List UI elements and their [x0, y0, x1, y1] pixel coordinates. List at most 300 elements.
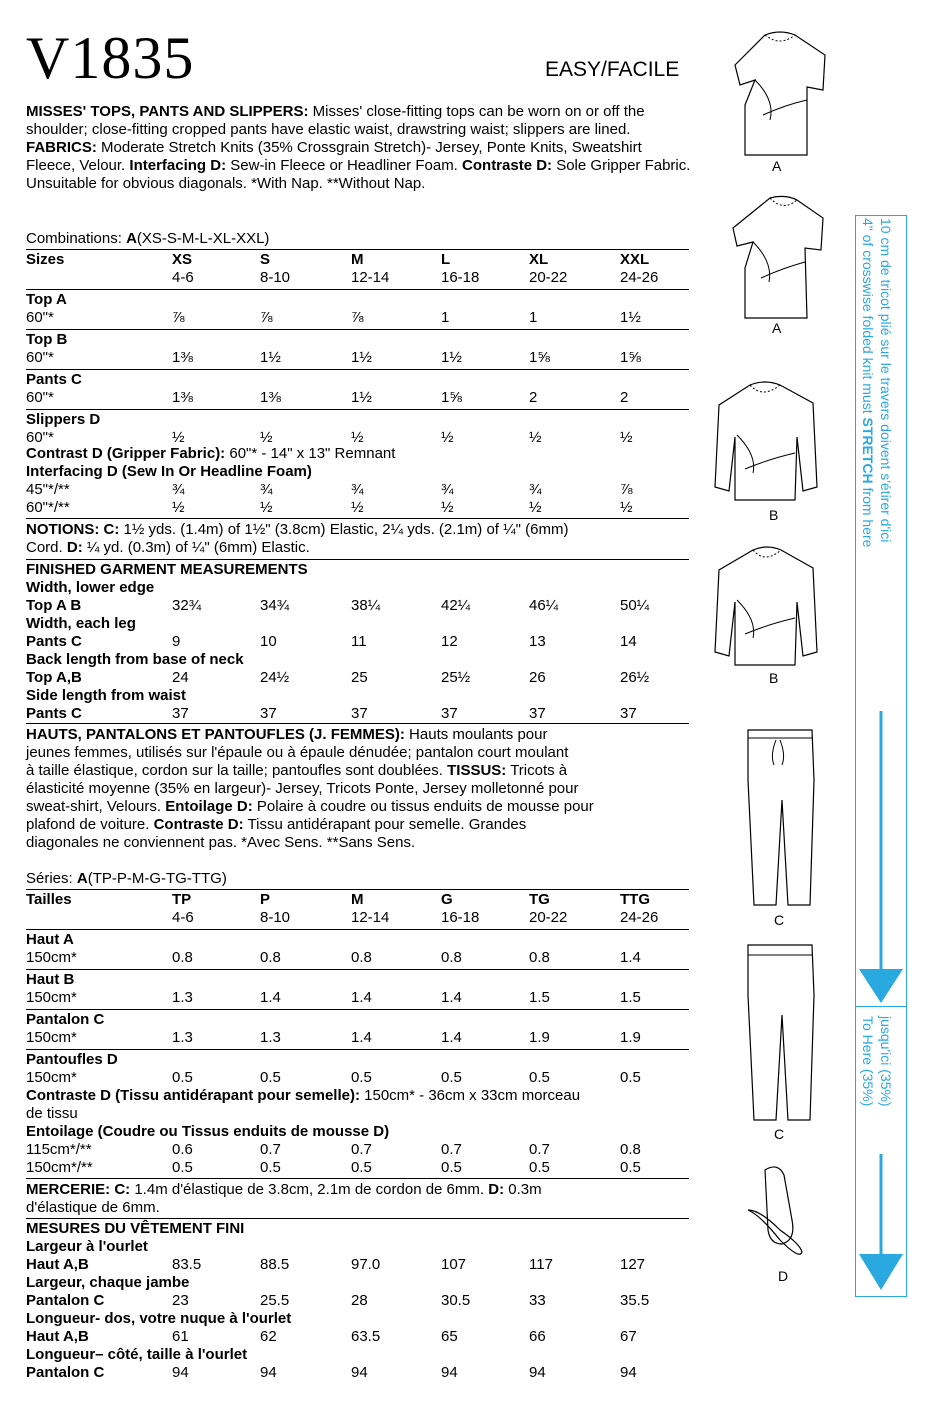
- interfacing-row-label: 45"*/**: [26, 481, 70, 498]
- cell-value: ⅞: [620, 481, 633, 498]
- cell-value: 9: [172, 633, 181, 650]
- notions-text: 0.3m: [504, 1181, 542, 1198]
- description-fr-line6: [26, 816, 526, 834]
- cell-value: 62: [260, 1328, 277, 1345]
- stretch-guide-to-here-en: To Here (35%): [860, 1016, 876, 1107]
- measurement-heading: [26, 579, 689, 597]
- stretch-guide-text: from here: [860, 483, 876, 548]
- cell-value: ½: [172, 499, 185, 516]
- cell-value: 117: [529, 1256, 553, 1273]
- size-code: M: [351, 251, 364, 268]
- measurement-heading-label: Largeur, chaque jambe: [26, 1274, 190, 1291]
- notions-text: ¼ yd. (0.3m) of ¼" (6mm) Elastic.: [82, 539, 310, 556]
- cell-value: 1.4: [260, 989, 281, 1006]
- illustration-label: B: [769, 670, 779, 686]
- size-number: 4-6: [172, 269, 194, 286]
- combinations-sizes: (XS-S-M-L-XL-XXL): [136, 230, 270, 247]
- cell-value: 94: [351, 1364, 368, 1381]
- description-fr-text: sweat-shirt, Velours.: [26, 798, 166, 815]
- size-code: S: [260, 251, 271, 268]
- illustration-label: A: [772, 158, 782, 174]
- cell-value: 50¼: [620, 597, 650, 614]
- measurement-row-label: Haut A,B: [26, 1256, 89, 1273]
- measurement-row-label: Pantalon C: [26, 1292, 105, 1309]
- cell-value: 1.3: [172, 1029, 193, 1046]
- stretch-guide-to-here-fr: jusqu'ici (35%): [878, 1016, 894, 1107]
- cell-value: 1.3: [172, 989, 193, 1006]
- interfacing-en-label: Interfacing D (Sew In Or Headline Foam): [26, 463, 312, 480]
- cell-value: 0.6: [172, 1141, 193, 1158]
- cell-value: 0.5: [441, 1069, 462, 1086]
- size-number: 24-26: [620, 269, 659, 286]
- description-fr-line3: [26, 762, 567, 780]
- cell-value: 1½: [351, 349, 372, 366]
- cell-value: 24: [172, 669, 189, 686]
- stretch-guide: [855, 215, 907, 1297]
- yardage-item-label: Haut A: [26, 931, 74, 948]
- cell-value: 1.5: [620, 989, 641, 1006]
- cell-value: 88.5: [260, 1256, 290, 1273]
- cell-value: 37: [441, 705, 458, 722]
- cell-value: 0.8: [441, 949, 462, 966]
- cell-value: 94: [260, 1364, 277, 1381]
- interfacing-row: [26, 481, 689, 499]
- interfacing-text: Sew-in Fleece or Headliner Foam.: [226, 157, 463, 174]
- illustration-label: B: [769, 507, 779, 523]
- combinations-letter: A: [76, 870, 88, 887]
- notions-text: 1.4m d'élastique de 3.8cm, 2.1m de cordon de 6mm.: [130, 1181, 489, 1198]
- measurement-heading: [26, 687, 689, 705]
- cell-value: 37: [620, 705, 637, 722]
- yardage-row: [26, 349, 689, 367]
- description-title: MISSES' TOPS, PANTS AND SLIPPERS:: [26, 103, 309, 120]
- measurement-heading-label: Longueur– côté, taille à l'ourlet: [26, 1346, 248, 1363]
- cell-value: 37: [351, 705, 368, 722]
- finished-fr-title: MESURES DU VÊTEMENT FINI: [26, 1220, 245, 1237]
- divider: [26, 289, 689, 290]
- interfacing-fr-label: Entoilage (Coudre ou Tissus enduits de mousse D): [26, 1123, 390, 1140]
- measurement-row-label: Pantalon C: [26, 1364, 105, 1381]
- stretch-guide-text: 4" of crosswise folded knit must: [860, 218, 876, 418]
- contrast-fr-text: 150cm* - 36cm x 33cm morceau: [359, 1087, 581, 1104]
- stretch-guide-divider: [855, 1006, 907, 1007]
- cell-value: ¾: [260, 481, 273, 498]
- yardage-row-label: 60"*: [26, 429, 54, 446]
- combinations-label: Séries:: [26, 870, 77, 887]
- description-fr-line4: élasticité moyenne (35% en largeur)- Jersey, Tricots Ponte, Jersey molletonné pour: [26, 780, 579, 797]
- yardage-row: [26, 1029, 689, 1047]
- sizes-label: Tailles: [26, 891, 72, 908]
- stretch-guide-line2: 10 cm de tricot plié sur le travers doivent s'étirer d'ici: [878, 218, 894, 543]
- description-fr-text: à taille élastique, cordon sur la taille; pantoufles sont doublées.: [26, 762, 448, 779]
- contrast-fr: [26, 1087, 580, 1105]
- yardage-item-label: Haut B: [26, 971, 75, 988]
- contrast-text: Sole Gripper Fabric. Unsuitable for obvious diagonals. *With Nap. **Without Nap.: [26, 157, 691, 192]
- yardage-row-label: 60"*: [26, 309, 54, 326]
- cell-value: 0.5: [172, 1159, 193, 1176]
- cell-value: 26½: [620, 669, 650, 686]
- size-number: 24-26: [620, 909, 659, 926]
- measurement-row-label: Pants C: [26, 705, 82, 722]
- arrow-down-icon: [856, 711, 906, 1006]
- divider: [26, 1009, 689, 1010]
- combinations-sizes: (TP-P-M-G-TG-TTG): [87, 870, 227, 887]
- cell-value: 1⅝: [441, 389, 462, 406]
- yardage-row: [26, 309, 689, 327]
- yardage-row: [26, 989, 689, 1007]
- cell-value: 34¾: [260, 597, 290, 614]
- difficulty-label: EASY/FACILE: [545, 58, 680, 81]
- divider: [26, 723, 689, 724]
- yardage-item: [26, 971, 689, 989]
- description-fr-text: Polaire à coudre ou tissus enduits de mousse pour: [252, 798, 594, 815]
- divider: [26, 409, 689, 410]
- cell-value: 83.5: [172, 1256, 202, 1273]
- top-a-back-illustration: [725, 190, 835, 325]
- illustration-label: D: [778, 1268, 789, 1284]
- size-number: 16-18: [441, 909, 480, 926]
- measurement-row-label: Top A,B: [26, 669, 82, 686]
- yardage-row-label: 150cm*: [26, 1029, 77, 1046]
- cell-value: 0.5: [351, 1069, 372, 1086]
- interfacing-label: Interfacing D:: [129, 157, 227, 174]
- measurement-row-label: Pants C: [26, 633, 82, 650]
- size-code: XS: [172, 251, 193, 268]
- contrast-en: [26, 445, 395, 463]
- cell-value: 13: [529, 633, 546, 650]
- cell-value: 1: [529, 309, 538, 326]
- description-fr-line5: [26, 798, 594, 816]
- divider: [26, 329, 689, 330]
- size-numbers-row-en: [26, 269, 689, 287]
- cell-value: 127: [620, 1256, 646, 1273]
- cell-value: ½: [441, 499, 454, 516]
- divider: [26, 1178, 689, 1179]
- description-text: Misses' close-fitting tops can be worn on or off the shoulder; close-fitting cropped pants have elastic waist, drawstring waist; slippers are lined.: [26, 103, 645, 138]
- cell-value: 0.8: [260, 949, 281, 966]
- yardage-item: [26, 1011, 689, 1029]
- divider: [26, 249, 689, 250]
- top-b-front-illustration: [705, 375, 830, 510]
- cell-value: 0.7: [441, 1141, 462, 1158]
- measurement-row: [26, 633, 689, 651]
- yardage-item: [26, 1051, 689, 1069]
- notions-label: MERCERIE: C:: [26, 1181, 131, 1198]
- cell-value: 1⅝: [529, 349, 550, 366]
- divider: [26, 889, 689, 890]
- cell-value: 1.9: [620, 1029, 641, 1046]
- description-fr-line2: jeunes femmes, utilisés sur l'épaule ou à épaule dénudée; pantalon court moulant: [26, 744, 569, 761]
- cell-value: 1.3: [260, 1029, 281, 1046]
- interfacing-row: [26, 1159, 689, 1177]
- cell-value: 2: [529, 389, 538, 406]
- notions-text: 1½ yds. (1.4m) of 1½" (3.8cm) Elastic, 2¼ yds. (2.1m) of ¼" (6mm): [119, 521, 569, 538]
- cell-value: 1⅜: [172, 389, 193, 406]
- notions-label: D:: [66, 539, 83, 556]
- cell-value: 33: [529, 1292, 546, 1309]
- measurement-row: [26, 1328, 689, 1346]
- cell-value: 14: [620, 633, 637, 650]
- cell-value: ½: [351, 429, 364, 446]
- cell-value: 0.5: [529, 1159, 550, 1176]
- cell-value: 42¼: [441, 597, 471, 614]
- yardage-item: [26, 291, 689, 309]
- combinations-en: [26, 230, 269, 247]
- size-code: L: [441, 251, 451, 268]
- combinations-label: Combinations:: [26, 230, 127, 247]
- yardage-item-label: Pantalon C: [26, 1011, 105, 1028]
- interfacing-row-label: 150cm*/**: [26, 1159, 93, 1176]
- cell-value: 1.4: [441, 989, 462, 1006]
- notions-text: Cord.: [26, 539, 67, 556]
- description-fr-line1: [26, 726, 547, 744]
- interfacing-row: [26, 499, 689, 517]
- cell-value: 97.0: [351, 1256, 381, 1273]
- cell-value: 10: [260, 633, 277, 650]
- size-code: M: [351, 891, 364, 908]
- yardage-item: [26, 371, 689, 389]
- cell-value: 61: [172, 1328, 189, 1345]
- top-b-back-illustration: [705, 540, 830, 675]
- cell-value: ¾: [529, 481, 542, 498]
- cell-value: 11: [351, 633, 367, 650]
- measurement-heading-label: Width, lower edge: [26, 579, 155, 596]
- cell-value: ⅞: [351, 309, 364, 326]
- cell-value: 1½: [351, 389, 372, 406]
- yardage-item-label: Top B: [26, 331, 68, 348]
- cell-value: ¾: [351, 481, 364, 498]
- pants-c-front-illustration: [740, 720, 820, 910]
- illustration-label: A: [772, 320, 782, 336]
- cell-value: ½: [441, 429, 454, 446]
- measurement-row: [26, 669, 689, 687]
- size-code: G: [441, 891, 453, 908]
- yardage-item: [26, 331, 689, 349]
- cell-value: 0.8: [172, 949, 193, 966]
- cell-value: 23: [172, 1292, 189, 1309]
- cell-value: 1.4: [351, 1029, 372, 1046]
- combinations-letter: A: [126, 230, 137, 247]
- fabrics-text: Moderate Stretch Knits (35% Crossgrain Stretch)- Jersey, Ponte Knits, Sweatshirt Fleece, Velour.: [26, 139, 642, 174]
- yardage-row-label: 60"*: [26, 389, 54, 406]
- cell-value: 1.4: [351, 989, 372, 1006]
- yardage-row: [26, 1069, 689, 1087]
- illustration-label: C: [774, 912, 785, 928]
- divider: [26, 518, 689, 519]
- cell-value: ½: [351, 499, 364, 516]
- cell-value: 25½: [441, 669, 471, 686]
- entoilage-label: Entoilage D:: [165, 798, 253, 815]
- description-en: [26, 103, 691, 193]
- finished-en-title: FINISHED GARMENT MEASUREMENTS: [26, 561, 308, 578]
- cell-value: ⅞: [172, 309, 185, 326]
- measurement-row: [26, 1292, 689, 1310]
- size-number: 20-22: [529, 909, 568, 926]
- cell-value: ½: [529, 499, 542, 516]
- size-number: 4-6: [172, 909, 194, 926]
- stretch-guide-bold: STRETCH: [860, 417, 876, 484]
- cell-value: 1.9: [529, 1029, 550, 1046]
- cell-value: 65: [441, 1328, 458, 1345]
- cell-value: 1½: [260, 349, 281, 366]
- divider: [26, 1049, 689, 1050]
- measurement-heading: [26, 1310, 689, 1328]
- tissus-label: TISSUS:: [447, 762, 507, 779]
- yardage-item: [26, 411, 689, 429]
- cell-value: 0.5: [620, 1159, 641, 1176]
- cell-value: 25: [351, 669, 368, 686]
- cell-value: ½: [620, 429, 633, 446]
- size-number: 16-18: [441, 269, 480, 286]
- divider: [26, 559, 689, 560]
- yardage-item-label: Top A: [26, 291, 67, 308]
- interfacing-row-label: 60"*/**: [26, 499, 70, 516]
- cell-value: 1.5: [529, 989, 550, 1006]
- cell-value: 30.5: [441, 1292, 471, 1309]
- description-fr-text: Tricots à: [506, 762, 568, 779]
- description-fr-text: Tissu antidérapant pour semelle. Grandes: [243, 816, 527, 833]
- cell-value: 94: [529, 1364, 546, 1381]
- notions-fr-line2: d'élastique de 6mm.: [26, 1199, 160, 1216]
- measurement-row: [26, 597, 689, 615]
- yardage-item-label: Slippers D: [26, 411, 101, 428]
- cell-value: 37: [529, 705, 546, 722]
- measurement-heading-label: Width, each leg: [26, 615, 136, 632]
- cell-value: ⅞: [260, 309, 273, 326]
- cell-value: 12: [441, 633, 458, 650]
- cell-value: 66: [529, 1328, 546, 1345]
- yardage-row: [26, 949, 689, 967]
- size-code: XXL: [620, 251, 650, 268]
- cell-value: 28: [351, 1292, 368, 1309]
- cell-value: 24½: [260, 669, 290, 686]
- notions-label: NOTIONS: C:: [26, 521, 120, 538]
- measurement-row: [26, 705, 689, 723]
- cell-value: ½: [260, 499, 273, 516]
- cell-value: 26: [529, 669, 546, 686]
- cell-value: 37: [172, 705, 189, 722]
- yardage-row: [26, 389, 689, 407]
- pants-c-back-illustration: [740, 935, 820, 1125]
- cell-value: 1.4: [441, 1029, 462, 1046]
- pattern-number: V1835: [26, 25, 195, 91]
- notions-en-line2: [26, 539, 310, 557]
- measurement-row-label: Haut A,B: [26, 1328, 89, 1345]
- cell-value: 0.8: [529, 949, 550, 966]
- top-a-front-illustration: [725, 25, 835, 160]
- cell-value: 1½: [620, 309, 641, 326]
- cell-value: 0.7: [351, 1141, 372, 1158]
- divider: [26, 369, 689, 370]
- cell-value: 0.5: [620, 1069, 641, 1086]
- cell-value: 0.8: [351, 949, 372, 966]
- sizes-label: Sizes: [26, 251, 65, 268]
- contrast-fr-line2: de tissu: [26, 1105, 78, 1122]
- cell-value: ½: [260, 429, 273, 446]
- measurement-heading-label: Back length from base of neck: [26, 651, 244, 668]
- size-numbers-row-fr: [26, 909, 689, 927]
- yardage-row-label: 150cm*: [26, 1069, 77, 1086]
- description-fr-text: plafond de voiture.: [26, 816, 154, 833]
- measurement-heading: [26, 1238, 689, 1256]
- cell-value: 1: [441, 309, 450, 326]
- measurement-heading: [26, 651, 689, 669]
- size-number: 8-10: [260, 269, 291, 286]
- cell-value: 35.5: [620, 1292, 650, 1309]
- measurement-heading-label: Side length from waist: [26, 687, 187, 704]
- size-code: TTG: [620, 891, 650, 908]
- sizes-row-fr: [26, 891, 689, 909]
- size-code: P: [260, 891, 271, 908]
- cell-value: 38¼: [351, 597, 381, 614]
- cell-value: 37: [260, 705, 277, 722]
- measurement-row: [26, 1364, 689, 1382]
- slippers-d-illustration: [740, 1160, 815, 1265]
- measurement-heading: [26, 1346, 689, 1364]
- yardage-row-label: 60"*: [26, 349, 54, 366]
- contrast-fr-label: Contraste D (Tissu antidérapant pour semelle):: [26, 1087, 360, 1104]
- cell-value: ½: [172, 429, 185, 446]
- yardage-item-label: Pantoufles D: [26, 1051, 118, 1068]
- cell-value: ¾: [172, 481, 185, 498]
- cell-value: 25.5: [260, 1292, 290, 1309]
- description-fr-text: Hauts moulants pour: [404, 726, 548, 743]
- notions-en: [26, 521, 568, 539]
- interfacing-row: [26, 1141, 689, 1159]
- cell-value: 1½: [441, 349, 462, 366]
- notions-label: D:: [488, 1181, 505, 1198]
- cell-value: 107: [441, 1256, 467, 1273]
- cell-value: 1.4: [620, 949, 641, 966]
- cell-value: 0.5: [351, 1159, 372, 1176]
- cell-value: 1⅜: [172, 349, 193, 366]
- size-code: XL: [529, 251, 549, 268]
- contrast-en-label: Contrast D (Gripper Fabric):: [26, 445, 226, 462]
- cell-value: 2: [620, 389, 629, 406]
- sizes-row-en: [26, 251, 689, 269]
- yardage-item-label: Pants C: [26, 371, 82, 388]
- cell-value: ¾: [441, 481, 454, 498]
- cell-value: 0.5: [529, 1069, 550, 1086]
- cell-value: 32¾: [172, 597, 202, 614]
- arrow-down-icon: [856, 1154, 906, 1296]
- contrast-en-text: 60"* - 14" x 13" Remnant: [225, 445, 396, 462]
- cell-value: 94: [172, 1364, 189, 1381]
- yardage-row-label: 150cm*: [26, 949, 77, 966]
- cell-value: ½: [529, 429, 542, 446]
- cell-value: 1⅜: [260, 389, 281, 406]
- measurement-heading: [26, 1274, 689, 1292]
- description-fr-title: HAUTS, PANTALONS ET PANTOUFLES (J. FEMMES):: [26, 726, 405, 743]
- cell-value: 1⅝: [620, 349, 641, 366]
- size-code: TG: [529, 891, 550, 908]
- divider: [26, 969, 689, 970]
- measurement-heading-label: Largeur à l'ourlet: [26, 1238, 148, 1255]
- cell-value: 0.5: [441, 1159, 462, 1176]
- cell-value: 0.5: [172, 1069, 193, 1086]
- size-number: 12-14: [351, 909, 390, 926]
- size-code: TP: [172, 891, 192, 908]
- cell-value: 67: [620, 1328, 637, 1345]
- size-number: 20-22: [529, 269, 568, 286]
- illustration-label: C: [774, 1126, 785, 1142]
- cell-value: 46¼: [529, 597, 559, 614]
- contraste-label: Contraste D:: [153, 816, 244, 833]
- combinations-fr: [26, 870, 227, 887]
- measurement-row: [26, 1256, 689, 1274]
- measurement-heading: [26, 615, 689, 633]
- divider: [26, 1218, 689, 1219]
